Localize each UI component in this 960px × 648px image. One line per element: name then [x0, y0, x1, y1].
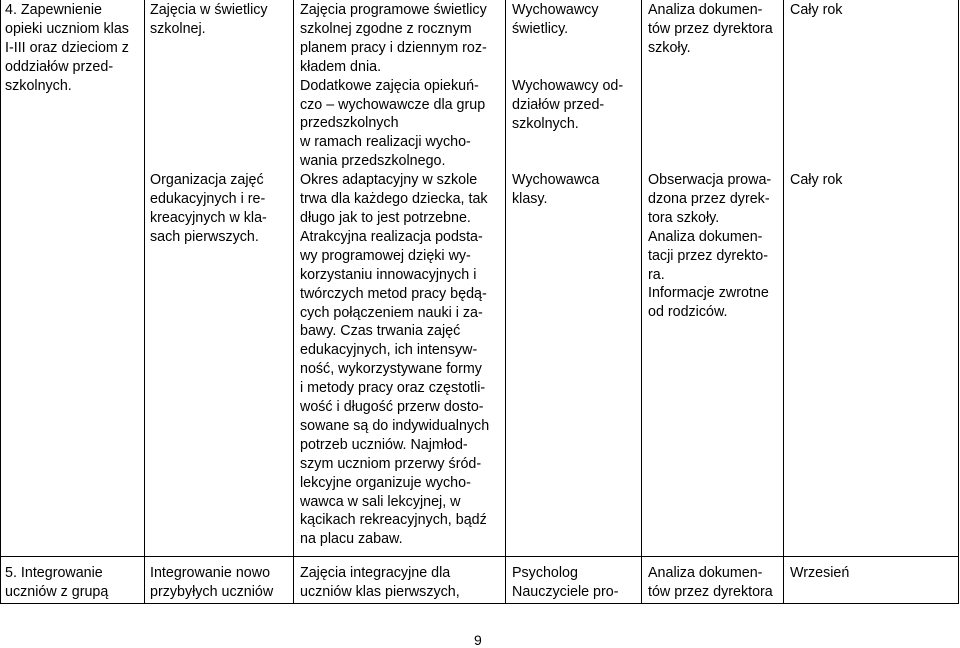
cell-line: Analiza dokumen-	[648, 228, 763, 245]
cell-line: Cały rok	[790, 2, 843, 18]
cell-line: na placu zabaw.	[300, 531, 403, 548]
table-border-right	[958, 0, 959, 604]
column-divider-2	[293, 0, 294, 604]
cell-line: edukacyjnych, ich intensyw-	[300, 342, 478, 359]
cell-line: od rodziców.	[648, 304, 728, 321]
cell-line: Analiza dokumen-	[648, 2, 763, 18]
cell-line: szkolnych.	[5, 77, 72, 94]
cell-line: tacji przez dyrekto-	[648, 247, 768, 264]
cell-line: 5. Integrowanie	[5, 565, 103, 581]
cell-line: Wychowawcy od-	[512, 78, 624, 94]
cell-line: dzona przez dyrek-	[648, 190, 770, 207]
column-divider-1	[144, 0, 145, 604]
cell-line: szkolnej zgodne z rocznym	[300, 20, 472, 37]
cell-line: trwa dla każdego dziecka, tak	[300, 191, 488, 208]
column-divider-5	[783, 0, 784, 604]
cell-line: szkolnej.	[150, 20, 206, 37]
row4-timeframe-cell-b	[790, 171, 956, 190]
row5-task-cell	[5, 564, 143, 602]
row4-responsible-cell-a	[512, 1, 640, 39]
cell-line: w ramach realizacji wycho-	[300, 134, 471, 151]
cell-line: długo jak to jest potrzebne.	[300, 209, 471, 226]
row5-description-cell	[300, 564, 504, 602]
cell-line: wania przedszkolnego.	[300, 153, 446, 170]
cell-line: przybyłych uczniów	[150, 583, 274, 600]
cell-line: ność, wykorzystywane formy	[300, 361, 482, 378]
row5-responsible-cell	[512, 564, 640, 602]
cell-line: Nauczyciele pro-	[512, 583, 619, 600]
cell-line: kącikach rekreacyjnych, bądź	[300, 512, 487, 529]
cell-line: wość i długość przerw dosto-	[300, 399, 484, 416]
cell-line: opieki uczniom klas	[5, 20, 129, 37]
cell-line: Zajęcia w świetlicy	[150, 2, 268, 18]
table-border-left	[0, 0, 1, 604]
cell-line: kładem dnia.	[300, 58, 382, 75]
cell-line: edukacyjnych i re-	[150, 190, 266, 207]
row4-form-cell-b	[150, 171, 292, 247]
cell-line: Obserwacja prowa-	[648, 172, 772, 188]
row4-monitoring-cell-b	[648, 171, 782, 322]
column-divider-4	[641, 0, 642, 604]
cell-line: tów przez dyrektora	[648, 20, 773, 37]
cell-line: szym uczniom przerwy śród-	[300, 455, 482, 472]
row4-monitoring-cell-a	[648, 1, 782, 58]
row4-responsible-cell-b	[512, 77, 640, 134]
cell-line: wawca w sali lekcyjnej, w	[300, 493, 461, 510]
cell-line: wy programowej dzięki wy-	[300, 247, 471, 264]
cell-line: Okres adaptacyjny w szkole	[300, 172, 478, 189]
row5-monitoring-cell	[648, 564, 782, 602]
cell-line: Psycholog	[512, 565, 578, 581]
column-divider-3	[505, 0, 506, 604]
cell-line: oddziałów przed-	[5, 58, 114, 75]
cell-line: Cały rok	[790, 172, 843, 188]
cell-line: korzystaniu innowacyjnych i	[300, 266, 477, 283]
cell-line: Informacje zwrotne	[648, 285, 769, 302]
row4-responsible-cell-c	[512, 171, 640, 209]
cell-line: potrzeb uczniów. Najmłod-	[300, 436, 468, 453]
cell-line: I-III oraz dzieciom z	[5, 39, 129, 56]
cell-line: szkoły.	[648, 39, 691, 56]
cell-line: Zajęcia programowe świetlicy	[300, 2, 487, 18]
cell-line: lekcyjne organizuje wycho-	[300, 474, 471, 491]
cell-line: czo – wychowawcze dla grup	[300, 96, 486, 113]
cell-line: szkolnych.	[512, 115, 579, 132]
cell-line: Wychowawcy	[512, 2, 599, 18]
row5-form-cell	[150, 564, 292, 602]
cell-line: Analiza dokumen-	[648, 565, 763, 581]
cell-line: ra.	[648, 266, 665, 283]
cell-line: cych połączeniem nauki i za-	[300, 304, 483, 321]
row-divider-bottom	[0, 603, 959, 604]
row4-description-cell	[300, 1, 504, 549]
cell-line: Wrzesień	[790, 565, 850, 581]
cell-line: planem pracy i dziennym roz-	[300, 39, 487, 56]
page-number: 9	[474, 632, 482, 648]
cell-line: tora szkoły.	[648, 209, 720, 226]
cell-line: uczniów z grupą	[5, 583, 109, 600]
row4-timeframe-cell-a	[790, 1, 956, 20]
cell-line: Integrowanie nowo	[150, 565, 271, 581]
cell-line: klasy.	[512, 190, 548, 207]
cell-line: Dodatkowe zajęcia opiekuń-	[300, 77, 479, 94]
cell-line: uczniów klas pierwszych,	[300, 583, 460, 600]
row-divider	[0, 556, 959, 557]
cell-line: i metody pracy oraz częstotli-	[300, 380, 486, 397]
cell-line: świetlicy.	[512, 20, 569, 37]
cell-line: Wychowawca	[512, 172, 600, 188]
cell-line: Zajęcia integracyjne dla	[300, 565, 451, 581]
cell-line: 4. Zapewnienie	[5, 2, 102, 18]
cell-line: Atrakcyjna realizacja podsta-	[300, 228, 483, 245]
cell-line: kreacyjnych w kla-	[150, 209, 267, 226]
cell-line: bawy. Czas trwania zajęć	[300, 323, 461, 340]
cell-line: sach pierwszych.	[150, 228, 259, 245]
row4-form-cell-a	[150, 1, 292, 39]
cell-line: tów przez dyrektora	[648, 583, 773, 600]
cell-line: działów przed-	[512, 96, 605, 113]
cell-line: sowane są do indywidualnych	[300, 417, 490, 434]
cell-line: przedszkolnych	[300, 115, 399, 132]
row5-timeframe-cell	[790, 564, 956, 583]
cell-line: Organizacja zajęć	[150, 172, 264, 188]
cell-line: twórczych metod pracy będą-	[300, 285, 487, 302]
row4-task-cell	[5, 1, 143, 96]
